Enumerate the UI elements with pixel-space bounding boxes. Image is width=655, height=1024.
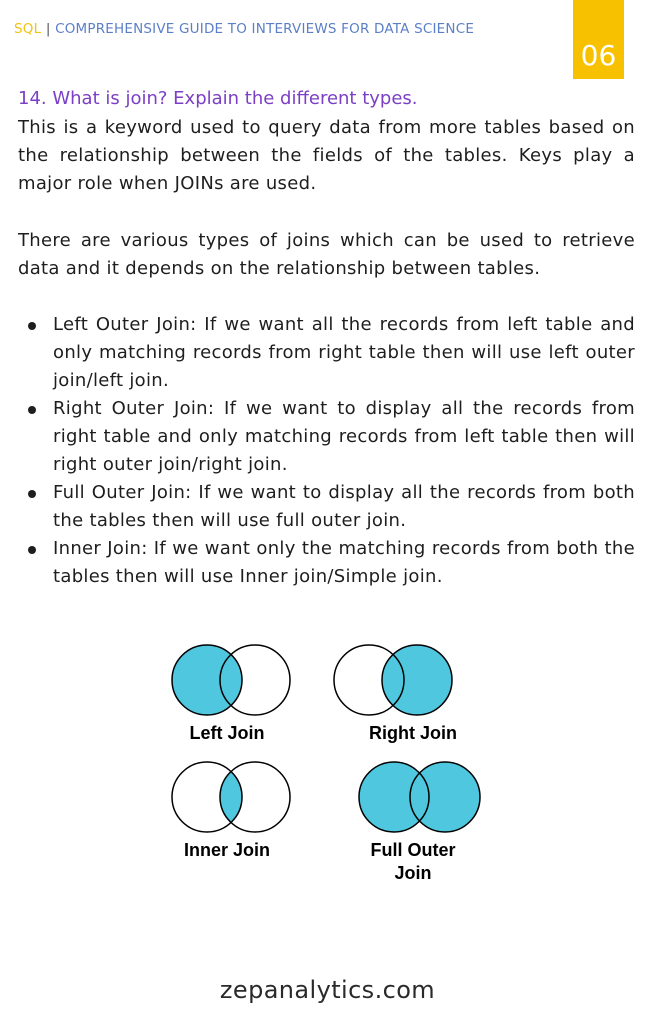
page-number-badge (573, 0, 624, 79)
question-heading: 14. What is join? Explain the different types. (18, 88, 418, 109)
page-number: 06 (580, 39, 617, 72)
header-sql: SQL (14, 21, 42, 37)
list-item-text: Right Outer Join: If we want to display all the records from right table and only matching records from left table then will right outer join/right join. (53, 398, 635, 475)
venn-inner-join (172, 762, 290, 832)
header-separator: | (45, 21, 51, 37)
bullet-icon (28, 546, 36, 554)
label-left-join: Left Join (189, 723, 265, 743)
label-inner-join: Inner Join (183, 840, 270, 860)
header-guide-title: COMPREHENSIVE GUIDE TO INTERVIEWS FOR DATA SCIENCE (55, 21, 475, 37)
venn-right-circle-filled (382, 645, 452, 715)
footer-website: zepanalytics.com (219, 976, 436, 1004)
paragraph-definition: This is a keyword used to query data from more tables based on the relationship between the fields of the tables. Keys play a major role when JOINs are used. (18, 117, 635, 194)
list-item (18, 311, 635, 395)
list-item (18, 479, 635, 535)
list-item-text: Left Outer Join: If we want all the records from left table and only matching records from right table then will use left outer join/left join. (53, 314, 635, 391)
venn-left-join (172, 645, 290, 715)
paragraph-join-types: There are various types of joins which can be used to retrieve data and it depends on the relationship between tables. (18, 230, 635, 279)
header-title (14, 21, 474, 37)
list-item-text: Full Outer Join: If we want to display all the records from both the tables then will use full outer join. (53, 482, 635, 531)
venn-left-circle-filled (172, 645, 242, 715)
venn-full-outer-join (359, 762, 480, 832)
list-item (18, 395, 635, 479)
bullet-icon (28, 490, 36, 498)
list-item (18, 535, 635, 591)
label-right-join: Right Join (369, 723, 457, 743)
label-full-outer-join (338, 839, 488, 885)
label-full-outer-line2: Join (394, 863, 432, 883)
venn-right-join (334, 645, 452, 715)
list-item-text: Inner Join: If we want only the matching records from both the tables then will use Inner join/Simple join. (53, 538, 635, 587)
label-full-outer-line1: Full Outer (370, 840, 456, 860)
join-types-list (18, 311, 635, 591)
bullet-icon (28, 406, 36, 414)
bullet-icon (28, 322, 36, 330)
